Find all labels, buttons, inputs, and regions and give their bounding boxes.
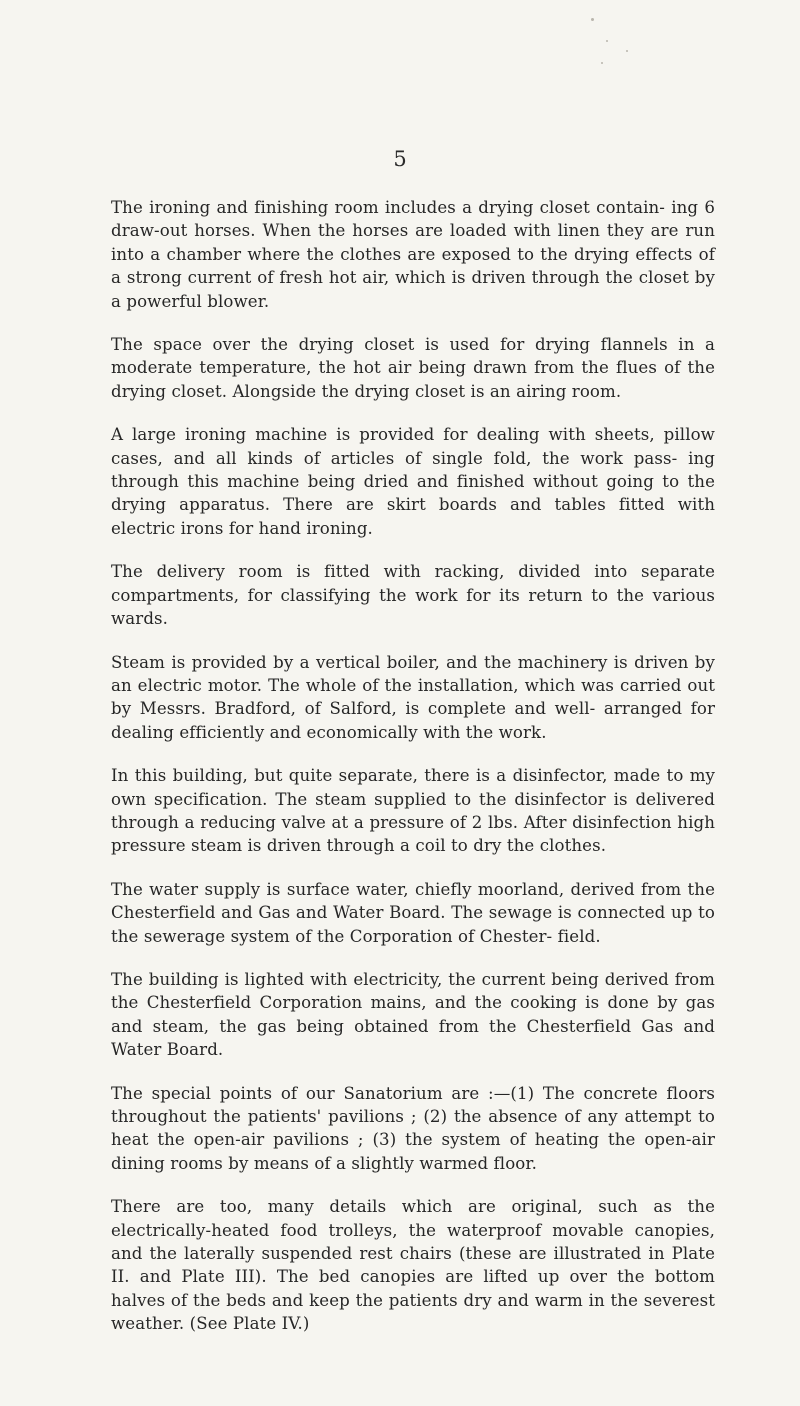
paragraph-original-details: There are too, many details which are original, such as the electrically-heated food trolleys, the waterproof movable canopies, and the laterally suspended rest chairs (these are illustrated in Plate II. and Plate III). The bed canopies are lifted up over the bottom halves of the beds and keep the patients dry and warm in the severest weather. (See Plate IV.) — [111, 1197, 715, 1334]
paragraph-delivery-room: The delivery room is fitted with racking, divided into separate compartments, for classifying the work for its return to the various wards. — [111, 562, 715, 629]
paragraph-water-supply: The water supply is surface water, chiefly moorland, derived from the Chesterfield and Gas and Water Board. The sewage is connected up to the sewerage system of the Corporation of Chester- field. — [111, 879, 715, 946]
paragraph-lighting: The building is lighted with electricity, the current being derived from the Chesterfield Corporation mains, and the cooking is done by gas and steam, the gas being obtained from the Chesterfield Gas and Water Board. — [111, 969, 715, 1060]
paper-speck — [601, 62, 603, 64]
body-text — [111, 196, 715, 1356]
paper-speck — [626, 50, 628, 52]
paragraph-flannels: The space over the drying closet is used for drying flannels in a moderate temperature, the hot air being drawn from the flues of the drying closet. Alongside the drying closet is an airing room. — [111, 335, 715, 401]
paragraph-special-points: The special points of our Sanatorium are :—(1) The concrete floors throughout the patients' pavilions ; (2) the absence of any attempt to heat the open-air pavilions ; (3) the system of heating the open-air dining rooms by means of a slightly warmed floor. — [111, 1083, 715, 1173]
paper-speck — [591, 18, 594, 21]
page-number: 5 — [393, 147, 407, 171]
paragraph-steam-boiler: Steam is provided by a vertical boiler, and the machinery is driven by an electric motor. The whole of the installation, which was carried out by Messrs. Bradford, of Salford, is complete and well- arranged for dealing efficiently and economically with the work. — [111, 652, 715, 742]
paper-speck — [606, 40, 608, 42]
paragraph-disinfector: In this building, but quite separate, there is a disinfector, made to my own specification. The steam supplied to the disinfector is delivered through a reducing valve at a pressure of 2 lbs. After disinfection high pressure steam is driven through a coil to dry the clothes. — [111, 766, 715, 856]
paragraph-drying-closet: The ironing and finishing room includes a drying closet contain- ing 6 draw-out horses. When the horses are loaded with linen they are run into a chamber where the clothes are exposed to the drying effects of a strong current of fresh hot air, which is driven through the closet by a powerful blower. — [111, 198, 715, 311]
paragraph-ironing-machine: A large ironing machine is provided for dealing with sheets, pillow cases, and all kinds of articles of single fold, the work pass- ing through this machine being dried and finished without going to the drying apparatus. There are skirt boards and tables fitted with electric irons for hand ironing. — [111, 425, 715, 538]
